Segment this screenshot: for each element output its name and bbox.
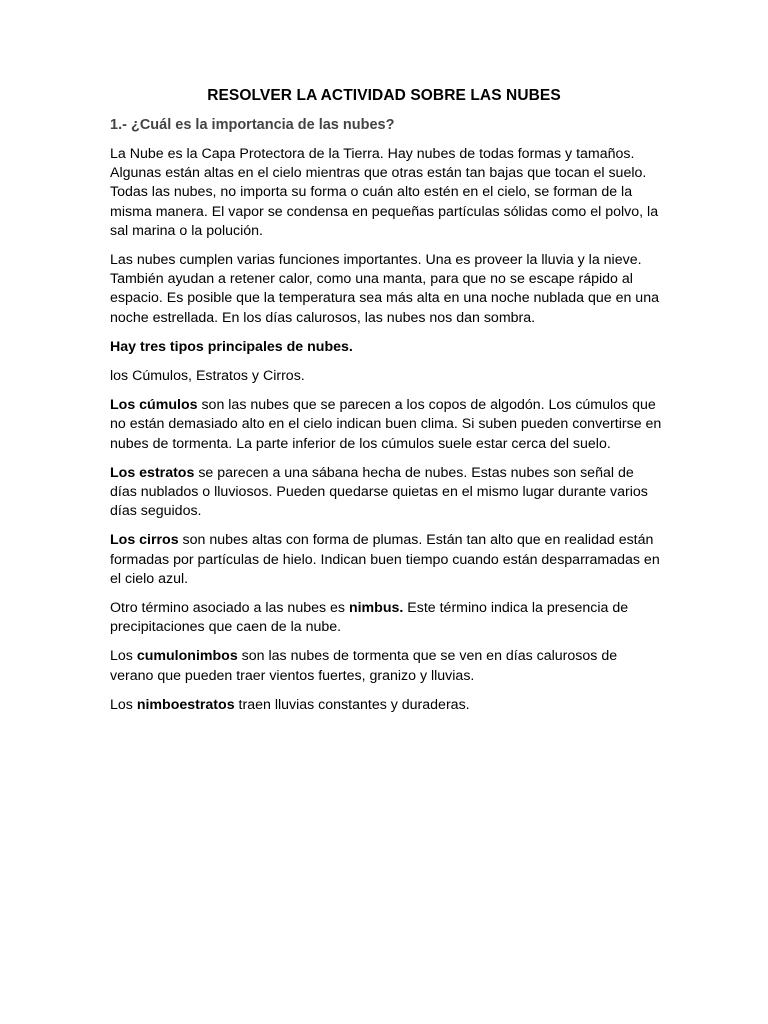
question-heading (110, 117, 670, 133)
nimbus-description: Este término indica la presencia de precipitaciones que caen de la nube. (110, 600, 629, 636)
document-title: RESOLVER LA ACTIVIDAD SOBRE LAS NUBES (207, 87, 561, 104)
term-cumulos: Los cúmulos (110, 397, 198, 414)
paragraph-nimbus (110, 599, 662, 637)
tipos-heading-text: Hay tres tipos principales de nubes. (110, 338, 353, 355)
question-number: 1 (110, 117, 119, 133)
term-nimboestratos: nimboestratos (136, 696, 235, 713)
term-nimbus: nimbus. (348, 600, 404, 617)
paragraph-cumulos (110, 396, 662, 454)
paragraph-cirros (110, 531, 662, 589)
paragraph-nimboestratos (110, 696, 662, 715)
paragraph-tipos-list: los Cúmulos, Estratos y Cirros. (110, 368, 305, 385)
term-estratos: Los estratos (110, 464, 195, 481)
paragraph-estratos (110, 464, 662, 522)
paragraph-funciones: Las nubes cumplen varias funciones importantes. Una es proveer la lluvia y la nieve. También ayudan a retener calor, como una manta, para que no se escape rápido al espacio. Es posible que la temperatura sea más alta en una noche nublada que en una noche estrellada. En los días calurosos, las nubes nos dan sombra. (110, 252, 659, 326)
cumulonimbos-intro: Los (110, 648, 137, 665)
term-cumulonimbos: cumulonimbos (136, 648, 238, 665)
estratos-description: se parecen a una sábana hecha de nubes. Estas nubes son señal de días nublados o lluviosos. Pueden quedarse quietas en el mismo lugar durante varios días seguidos. (110, 464, 648, 520)
paragraph-cumulonimbos (110, 647, 662, 685)
nimboestratos-description: traen lluvias constantes y duraderas. (234, 696, 470, 713)
cirros-description: son nubes altas con forma de plumas. Están tan alto que en realidad están formadas por partículas de hielo. Indican buen tiempo cuando están desparramadas en el cielo azul. (110, 532, 660, 587)
paragraph-tipos-heading (110, 338, 662, 357)
term-cirros: Los cirros (110, 532, 179, 549)
document-body (110, 145, 662, 725)
cumulos-description: son las nubes que se parecen a los copos de algodón. Los cúmulos que no están demasiado alto en el cielo indican buen clima. Si suben pueden convertirse en nubes de tormenta. La parte inferior de los cúmulos suele estar cerca del suelo. (110, 397, 662, 452)
nimboestratos-intro: Los (110, 696, 137, 713)
paragraph-capa-protectora: La Nube es la Capa Protectora de la Tierra. Hay nubes de todas formas y tamaños. Algunas están altas en el cielo mientras que otras están tan bajas que tocan el suelo. Todas las nubes, no importa su forma o cuán alto estén en el cielo, se forman de la misma manera. El vapor se condensa en pequeñas partículas sólidas como el polvo, la sal marina o la polución. (110, 146, 659, 239)
nimbus-intro: Otro término asociado a las nubes es (110, 600, 349, 617)
cumulonimbos-description: son las nubes de tormenta que se ven en días calurosos de verano que pueden traer vientos fuertes, granizo y lluvias. (110, 648, 618, 684)
question-text: .- ¿Cuál es la importancia de las nubes? (118, 117, 395, 133)
